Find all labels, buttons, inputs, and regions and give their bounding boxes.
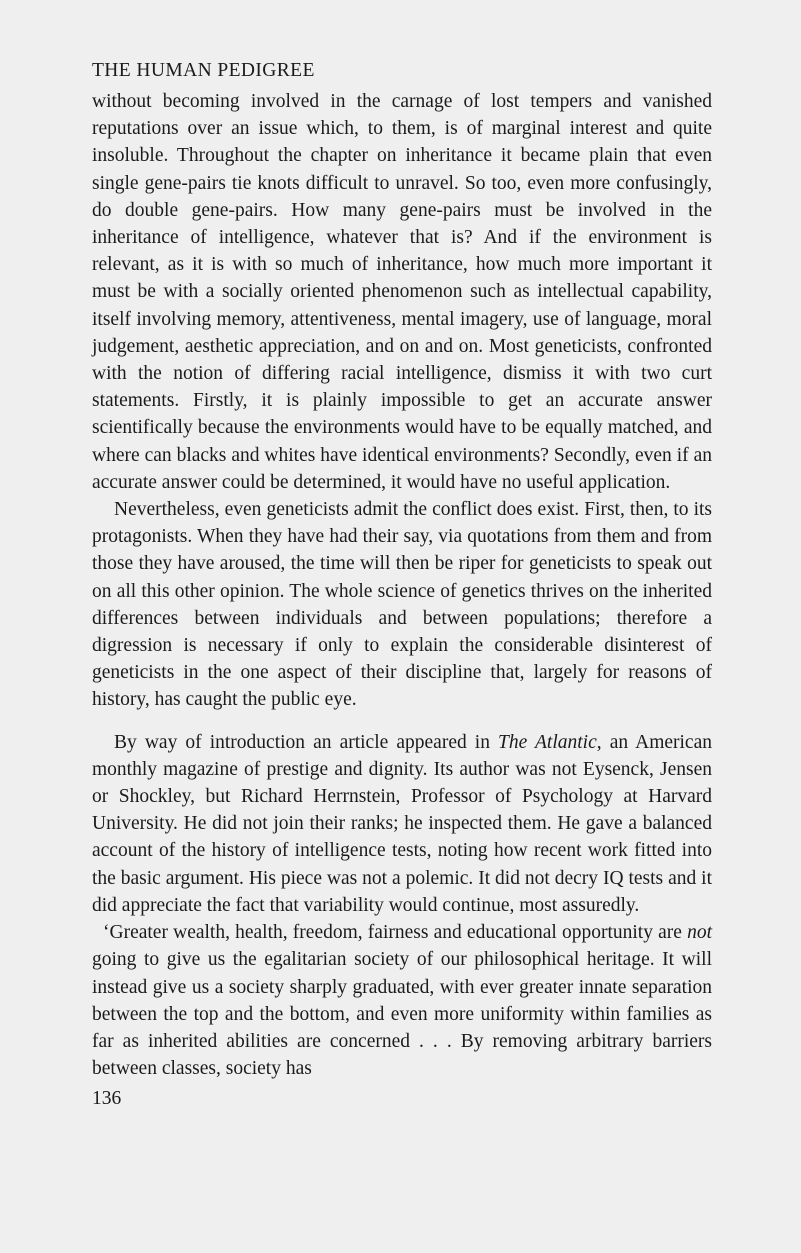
paragraph-2: Nevertheless, even geneticists admit the conflict does exist. First, then, to its protagonists. When they have had their say, via quotations from them and from those they have aroused, the time will then be riper for geneticists to speak out on all this other opinion. The whole science of genetics thrives on the inherited differences between individuals and between populations; therefore a digression is necessary if only to explain the considerable disinterest of geneticists in the one aspect of their discipline that, largely for reasons of history, has caught the public eye. [92, 499, 712, 711]
paragraph-3-text-end: , an American monthly magazine of prestige and dignity. Its author was not Eysenck, Jensen or Shockley, but Richard Herrnstein, Professor of Psychology at Harvard University. He did not join their ranks; he inspected them. He gave a balanced account of the history of intelligence tests, noting how recent work fitted into the basic argument. His piece was not a polemic. It did not decry IQ tests and it did appreciate the fact that variability would continue, most assuredly. [92, 731, 712, 916]
book-page [92, 58, 712, 1112]
quotation-text-end: going to give us the egalitarian society of our philosophical heritage. It will instead give us a society sharply graduated, with ever greater innate separation between the top and the bottom, and even more uniformity within families as far as inherited abilities are concerned . . . By removing arbitrary barriers between classes, society has [92, 949, 712, 1080]
page-number: 136 [92, 1088, 122, 1110]
paragraph-3-text-start: By way of introduction an article appeared in [114, 731, 499, 753]
paragraph-3 [92, 729, 712, 919]
magazine-title: The Atlantic [498, 731, 597, 753]
paragraph-1: without becoming involved in the carnage of lost tempers and vanished reputations over an issue which, to them, is of marginal interest and quite insoluble. Throughout the chapter on inheritance it became plain that even single gene-pairs tie knots difficult to unravel. So too, even more confusingly, do double gene-pairs. How many gene-pairs must be involved in the inheritance of intelligence, whatever that is? And if the environment is relevant, as it is with so much of inheritance, how much more important it must be with a socially oriented phenomenon such as intellectual capability, itself involving memory, attentiveness, mental imagery, use of language, moral judgement, aesthetic appreciation, and on and on. Most geneticists, confronted with the notion of differing racial intelligence, dismiss it with two curt statements. Firstly, it is plainly impossible to get an accurate answer scientifically because the environments would have to be equally matched, and where can blacks and whites have identical environments? Secondly, even if an accurate answer could be determined, it would have no useful application. [92, 91, 712, 493]
quotation-emphasis: not [687, 922, 712, 944]
quotation-text-start: ‘Greater wealth, health, freedom, fairness and educational opportunity are [103, 922, 688, 944]
running-title: THE HUMAN PEDIGREE [92, 60, 315, 81]
block-quotation [92, 919, 712, 1082]
